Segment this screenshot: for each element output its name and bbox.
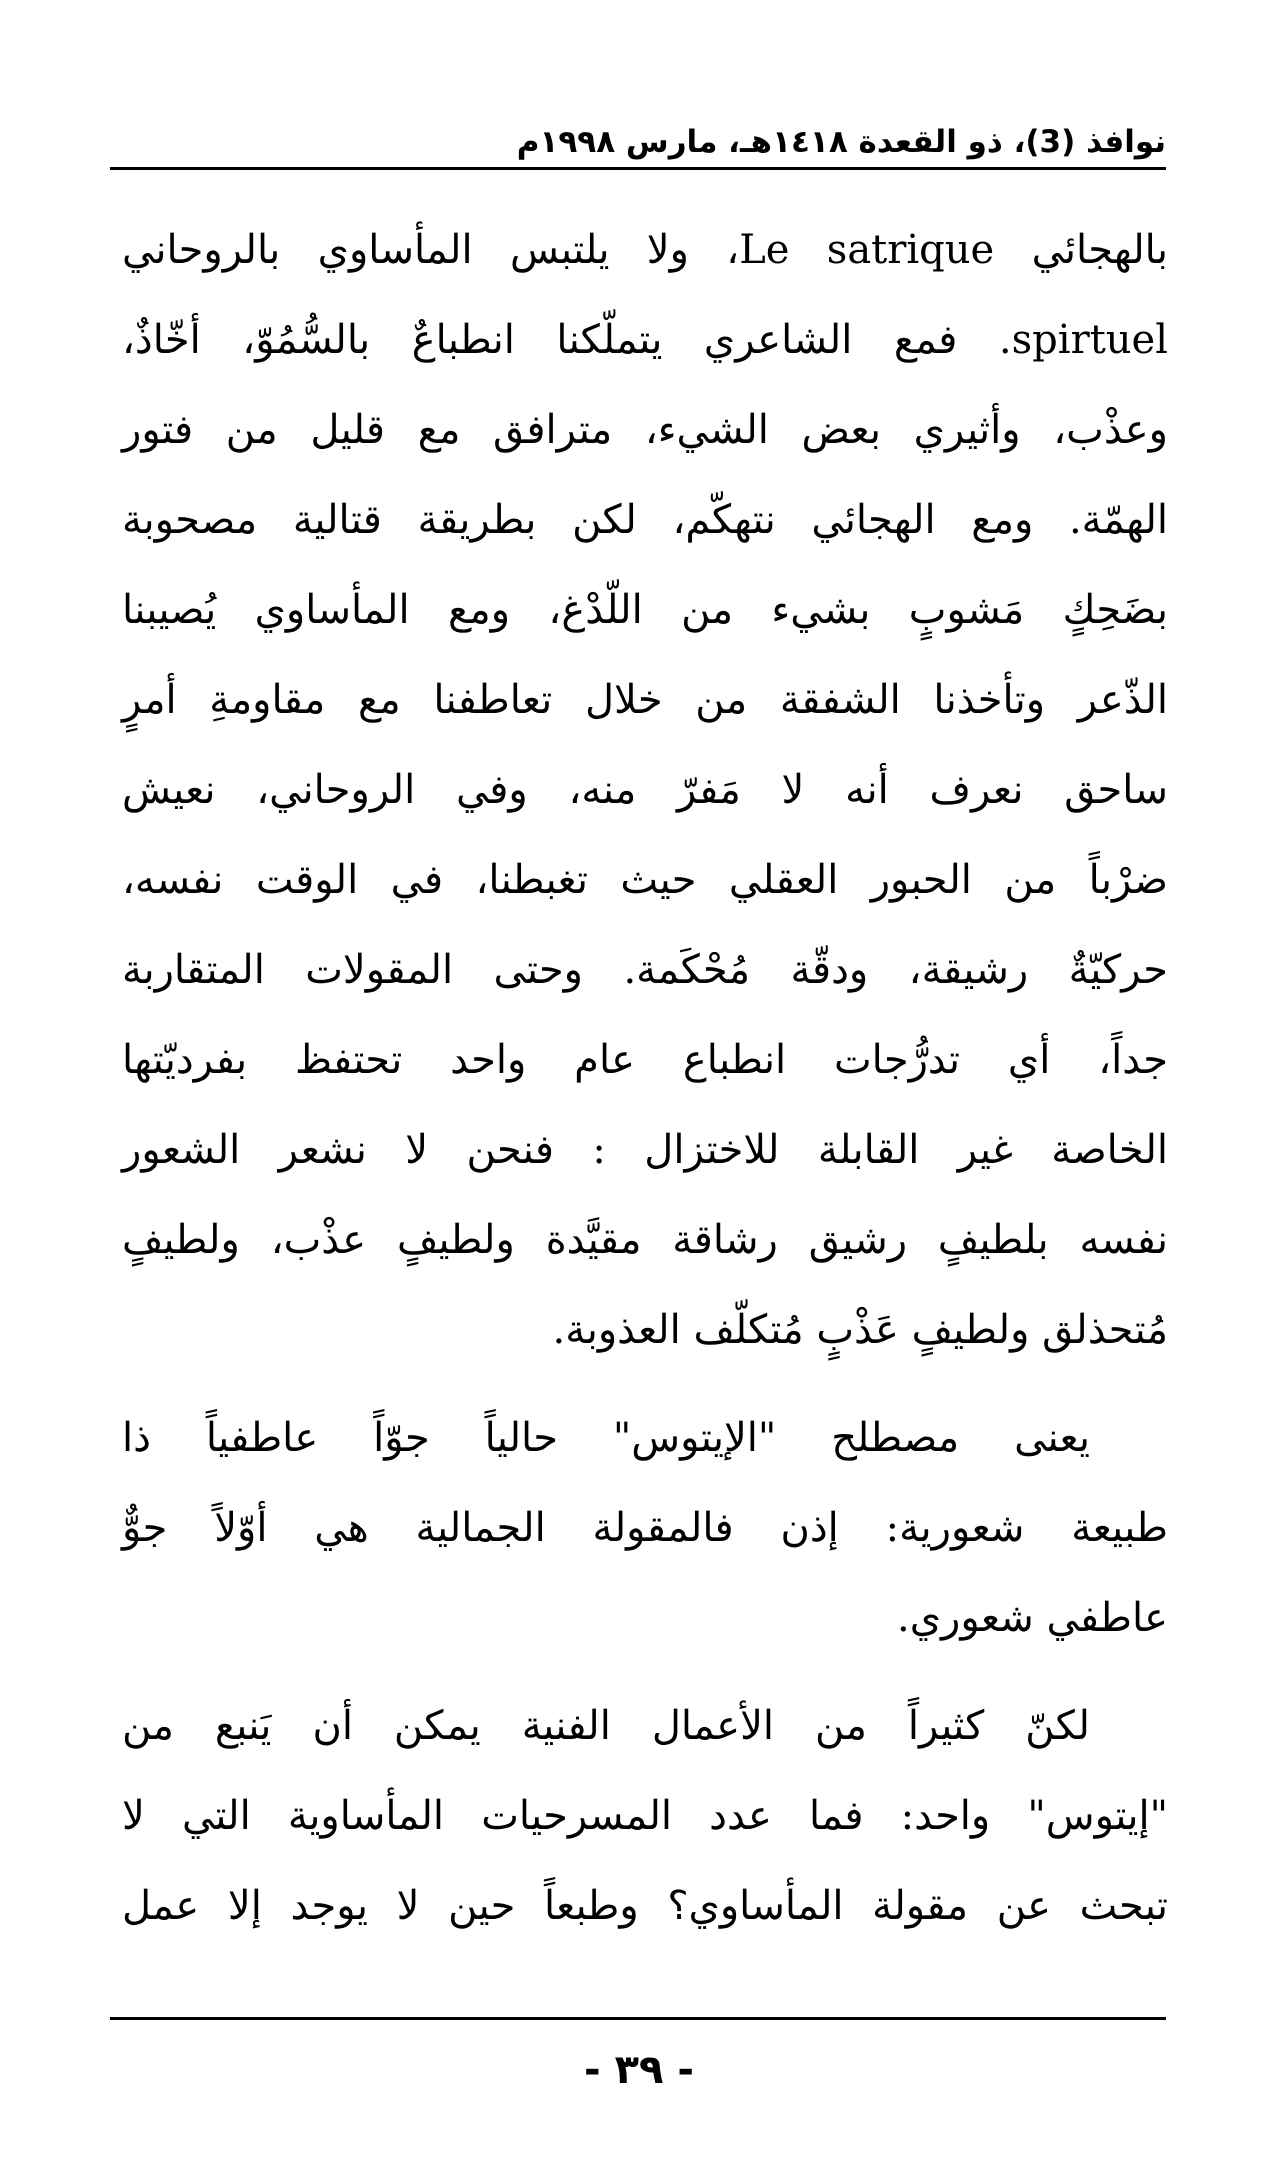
text-line: "إيتوس" واحد: فما عدد المسرحيات المأساوية التي لا [122, 1793, 1168, 1839]
paragraph-2 [122, 1393, 1168, 1663]
text-line: حركيّةٌ رشيقة، ودقّة مُحْكَمة. وحتى المقولات المتقاربة [122, 947, 1168, 993]
footer-divider [110, 2017, 1166, 2020]
text-line: تبحث عن مقولة المأساوي؟ وطبعاً حين لا يوجد إلا عمل [122, 1883, 1168, 1929]
text-line: بضَحِكٍ مَشوبٍ بشيء من اللّدْغ، ومع المأساوي يُصيبنا [122, 587, 1168, 633]
text-line: عاطفي شعوري. [897, 1595, 1168, 1641]
paragraph-3 [122, 1681, 1168, 1951]
page-number: - ٣٩ - [584, 2047, 694, 2093]
paragraph-gap [122, 1663, 1168, 1681]
text-line: الذّعر وتأخذنا الشفقة من خلال تعاطفنا مع مقاومةِ أمرٍ [122, 677, 1168, 723]
text-line: ضرْباً من الحبور العقلي حيث تغبطنا، في الوقت نفسه، [122, 857, 1168, 903]
text-line: بالهجائي Le satrique، ولا يلتبس المأساوي بالروحاني [122, 227, 1169, 273]
text-line: ساحق نعرف أنه لا مَفرّ منه، وفي الروحاني، نعيش [122, 767, 1168, 813]
text-line: مُتحذلق ولطيفٍ عَذْبٍ مُتكلّف العذوبة. [552, 1307, 1168, 1353]
paragraph-1 [122, 205, 1168, 1375]
paragraph-gap [122, 1375, 1168, 1393]
page-body [122, 205, 1168, 1951]
text-line: نفسه بلطيفٍ رشيق رشاقة مقيَّدة ولطيفٍ عذْب، ولطيفٍ [122, 1217, 1168, 1263]
running-header [110, 112, 1166, 172]
header-divider [110, 167, 1166, 170]
text-line: وعذْب، وأثيري بعض الشيء، مترافق مع قليل من فتور [122, 407, 1168, 453]
running-title: نوافذ (3)، ذو القعدة ١٤١٨هـ، مارس ١٩٩٨م [516, 124, 1166, 160]
text-line: جداً، أي تدرُّجات انطباع عام واحد تحتفظ بفرديّتها [122, 1037, 1168, 1083]
text-line: الهمّة. ومع الهجائي نتهكّم، لكن بطريقة قتالية مصحوبة [122, 497, 1168, 543]
text-line: لكنّ كثيراً من الأعمال الفنية يمكن أن يَنبع من [122, 1703, 1090, 1749]
text-line: طبيعة شعورية: إذن فالمقولة الجمالية هي أوّلاً جوٌّ [122, 1505, 1168, 1551]
text-line: يعنى مصطلح "الإيتوس" حالياً جوّاً عاطفياً ذا [122, 1415, 1090, 1461]
text-line: الخاصة غير القابلة للاختزال : فنحن لا نشعر الشعور [122, 1127, 1168, 1173]
text-line: spirtuel. فمع الشاعري يتملّكنا انطباعٌ بالسُّمُوّ، أخّاذٌ، [122, 317, 1168, 363]
